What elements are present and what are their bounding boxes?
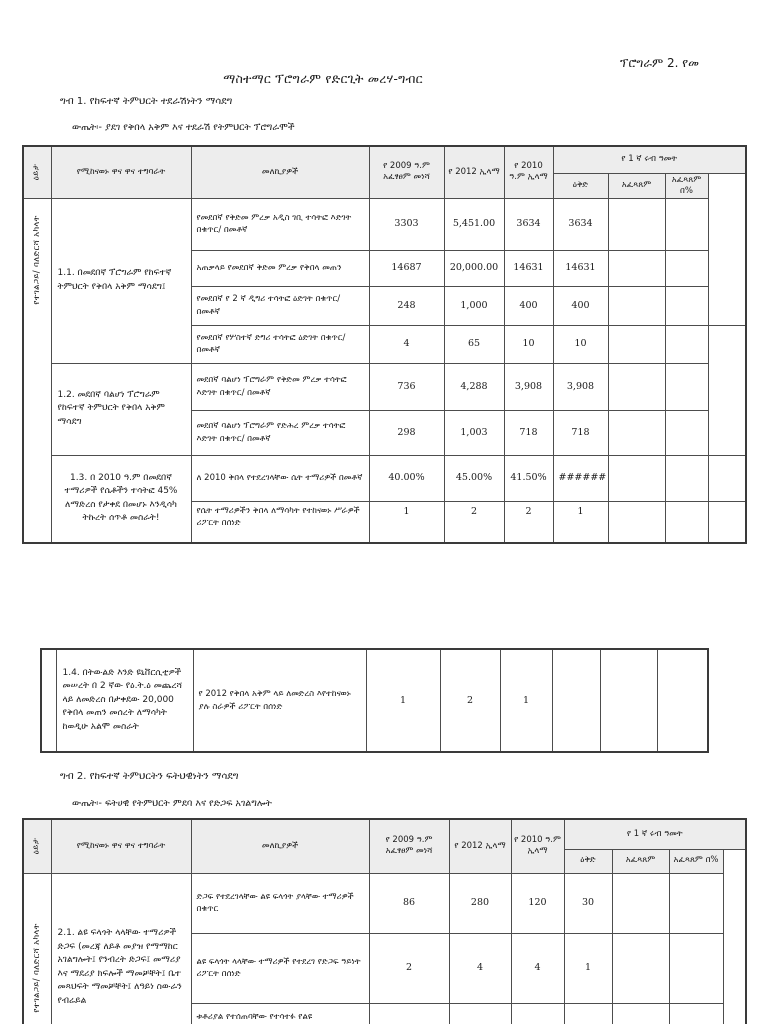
measure-cell: የመደበኛ የቅድመ ምረቃ አዲስ ገቢ ተሳትፎ እድገት በቁጥር/ በመቶኛ xyxy=(191,198,369,250)
value-cell: 1 xyxy=(553,501,608,543)
value-cell: 4 xyxy=(449,933,511,1003)
value-cell xyxy=(369,1003,449,1024)
value-cell: 1 xyxy=(564,933,612,1003)
measure-cell: የሴት ተማሪዎችን ቅበላ ለማሳካት የተከናወኑ ሥራዎች ሪፖርት በሰነድ xyxy=(191,501,369,543)
value-cell: 14631 xyxy=(504,250,553,286)
value-cell xyxy=(552,649,600,752)
value-cell: 736 xyxy=(369,363,444,410)
value-cell: 280 xyxy=(449,873,511,933)
col-header-measures: መለኪያዎች xyxy=(191,146,369,198)
value-cell xyxy=(665,363,708,410)
overflow-column-cell xyxy=(723,849,746,1024)
col-header-activities: የሚከናወኑ ዋና ዋና ተግባራት xyxy=(51,819,191,873)
overflow-column-cell xyxy=(708,325,746,455)
value-cell: 65 xyxy=(444,325,504,363)
measure-cell: አጠቃላይ የመደበኛ ቅድመ ምረቃ የቅበላ መጠን xyxy=(191,250,369,286)
page-header-right: ፕሮግራም 2. የመ xyxy=(620,56,699,70)
col-header-first-quarter: የ 1 ኛ ሩብ ዓመት xyxy=(553,146,746,173)
activity-1-3: 1.3. በ 2010 ዓ.ም በመደበኛ ተማሪዎች የሴቶችን ተሳትፎ 45% ለማድረስ የታቀደ በመሆኑ እንዲሳካ ትኩረት ሰጥቶ መስራት! xyxy=(51,455,191,543)
col-header-performance-pct: አፈጻጸም በ% xyxy=(669,849,723,873)
measure-cell: መደበኛ ባልሆነ ፕሮግራም የቅድመ ምረቃ ተሳትፎ እድገት በቁጥር/ በመቶኛ xyxy=(191,363,369,410)
value-cell: 41.50% xyxy=(504,455,553,501)
table-row xyxy=(23,363,746,410)
value-cell xyxy=(600,649,657,752)
value-cell: 1,003 xyxy=(444,410,504,455)
page-title: ማስተማር ፕሮግራም የድርጊት መረሃ-ግብር xyxy=(223,71,423,86)
value-cell: 1 xyxy=(369,501,444,543)
activity-2-1: 2.1. ልዩ ፍላጎት ላላቸው ተማሪዎች ድጋፍ (መረጃ ለይቶ መያዝ የማማከር አገልግሎት፤ የንብረት ድጋፍ፤ መማሪያ እና ማደሪያ ክፍሎች ማመቻቸት፤ ቤተ መጻህፍት ማመቻቸት፤ ለዓይነ ስውራን የብሬይል xyxy=(51,873,191,1024)
value-cell: 4 xyxy=(511,933,564,1003)
value-cell: 40.00% xyxy=(369,455,444,501)
value-cell: 14631 xyxy=(553,250,608,286)
value-cell xyxy=(657,649,708,752)
overflow-column-cell xyxy=(708,501,746,543)
value-cell xyxy=(665,455,708,501)
overflow-column-cell xyxy=(708,173,746,325)
col-header-measures: መለኪያዎች xyxy=(191,819,369,873)
value-cell xyxy=(511,1003,564,1024)
value-cell: 4,288 xyxy=(444,363,504,410)
measure-cell: ለ 2010 ቅበላ የተደረገላቸው ሴት ተማሪዎች በመቶኛ xyxy=(191,455,369,501)
col-header-2012-target: የ 2012 ኢላማ xyxy=(444,146,504,198)
col-header-performance: አፈጻጸም xyxy=(608,173,665,198)
value-cell: 2 xyxy=(504,501,553,543)
value-cell: 30 xyxy=(564,873,612,933)
value-cell: 2 xyxy=(440,649,500,752)
col-header-first-quarter: የ 1 ኛ ሩብ ዓመት xyxy=(564,819,746,849)
value-cell: 400 xyxy=(553,286,608,325)
col-header-plan: ዕቅድ xyxy=(553,173,608,198)
table-row xyxy=(23,873,746,933)
value-cell xyxy=(608,455,665,501)
table-header-row xyxy=(23,146,746,173)
measure-cell: የመደበኛ የሦስተኛ ድግሪ ተሳትፎ ዕድገት በቁጥር/በመቶኛ xyxy=(191,325,369,363)
table-row xyxy=(23,455,746,501)
value-cell: 14687 xyxy=(369,250,444,286)
value-cell: 3303 xyxy=(369,198,444,250)
value-cell xyxy=(665,286,708,325)
measure-cell: ድጋፍ የተደረገላቸው ልዩ ፍላጎት ያላቸው ተማሪዎች በቁጥር xyxy=(191,873,369,933)
overflow-column-cell xyxy=(708,455,746,501)
value-cell: 718 xyxy=(553,410,608,455)
value-cell xyxy=(665,501,708,543)
col-header-2012-target: የ 2012 ኢላማ xyxy=(449,819,511,873)
col-header-2009-baseline: የ 2009 ዓ.ም አፈፃፀም መነሻ xyxy=(369,819,449,873)
value-cell xyxy=(612,933,669,1003)
value-cell: 3634 xyxy=(553,198,608,250)
value-cell: 3,908 xyxy=(553,363,608,410)
value-cell xyxy=(669,1003,723,1024)
value-cell: ###### xyxy=(553,455,608,501)
value-cell: 3634 xyxy=(504,198,553,250)
table-row xyxy=(23,198,746,250)
value-cell: 3,908 xyxy=(504,363,553,410)
col-header-perspective: ዕይታ xyxy=(23,146,51,198)
value-cell: 2 xyxy=(444,501,504,543)
value-cell xyxy=(665,325,708,363)
goal1-action-plan-table xyxy=(22,145,747,544)
measure-cell: መደበኛ ባልሆነ ፕሮግራም የድሕረ ምረቃ ተሳትፎ እድገት በቁጥር/ በመቶኛ xyxy=(191,410,369,455)
value-cell xyxy=(608,198,665,250)
table-row xyxy=(41,649,708,752)
value-cell xyxy=(608,325,665,363)
measure-cell: የ 2012 የቅበላ አቅም ላይ ለመድረስ እየተከናወኑ ያሉ ስራዎች ሪፖርት በሰነድ xyxy=(193,649,366,752)
value-cell: 10 xyxy=(553,325,608,363)
measure-cell: ልዩ ፍላጎት ላላቸው ተማሪዎች የተደረገ የድጋፍ ዓይነት ሪፖርት በሰነድ xyxy=(191,933,369,1003)
value-cell: 86 xyxy=(369,873,449,933)
activity-1-4: 1.4. በትውልድ እንድ ዩኒቨርሲቲዎች መሠረት በ 2 ኛው የዕ.ት.ዕ መጨረሻ ላይ ለመድረስ በታቀደው 20,000 የቅበላ መጠን መሰረት ለማሳካት ከወዲሁ አልሞ መስራት xyxy=(56,649,193,752)
spacer-cell xyxy=(41,649,56,752)
col-header-2009-baseline: የ 2009 ዓ.ም አፈፃፀም መነሻ xyxy=(369,146,444,198)
goal1-continuation-table xyxy=(40,648,709,753)
table-header-row xyxy=(23,819,746,849)
outcome-2-text: ውጤት፡- ፍትሀዊ የትምህርት ምደባ እና የድጋፍ አገልግሎት xyxy=(72,798,272,809)
value-cell: 2 xyxy=(369,933,449,1003)
value-cell xyxy=(608,410,665,455)
col-header-activities: የሚከናወኑ ዋና ዋና ተግባራት xyxy=(51,146,191,198)
goal-2-heading: ግብ 2. የከፍተኛ ትምህርትን ፍትህዊነትን ማሳደግ xyxy=(60,771,239,782)
value-cell xyxy=(665,198,708,250)
value-cell: 120 xyxy=(511,873,564,933)
value-cell: 718 xyxy=(504,410,553,455)
goal-1-heading: ግብ 1. የከፍተኛ ትምህርት ተደራሽነትን ማሳደግ xyxy=(60,96,233,107)
value-cell xyxy=(669,873,723,933)
col-header-plan: ዕቅድ xyxy=(564,849,612,873)
value-cell xyxy=(665,410,708,455)
value-cell xyxy=(665,250,708,286)
value-cell: 5,451.00 xyxy=(444,198,504,250)
value-cell: 4 xyxy=(369,325,444,363)
col-header-performance-pct: አፈጻጸም በ% xyxy=(665,173,708,198)
value-cell: 10 xyxy=(504,325,553,363)
col-header-performance: አፈጻጸም xyxy=(612,849,669,873)
value-cell: 298 xyxy=(369,410,444,455)
col-header-2010-target: የ 2010 ዓ.ም ኢላማ xyxy=(511,819,564,873)
col-header-perspective: ዕይታ xyxy=(23,819,51,873)
value-cell xyxy=(608,501,665,543)
value-cell xyxy=(608,363,665,410)
value-cell xyxy=(608,250,665,286)
measure-cell: ቱቶሪያል የተሰጠባቸው የተሳተፉ የልዩ xyxy=(191,1003,369,1024)
activity-1-2: 1.2. መደበኛ ባልሆነ ፕሮግራም የከፍተኛ ትምህርት የቅበላ አቅም ማሳደግ xyxy=(51,363,191,455)
value-cell: 20,000.00 xyxy=(444,250,504,286)
outcome-1-text: ውጤት፡- ያደገ የቅበላ አቅም እና ተደራሽ የትምህርት ፕሮግራሞች xyxy=(72,122,295,133)
activity-1-1: 1.1. በመደበኛ ፕሮግራም የከፍተኛ ትምህርት የቅበላ አቅም ማሳደግ፤ xyxy=(51,198,191,363)
value-cell: 1 xyxy=(500,649,552,752)
measure-cell: የመደበኛ የ 2 ኛ ዲግሪ ተሳትፎ ዕድገት በቁጥር/በመቶኛ xyxy=(191,286,369,325)
value-cell xyxy=(449,1003,511,1024)
perspective-cell: የተገልጋይ/ ባለድርሻ አካላት xyxy=(23,873,51,1024)
col-header-2010-target: የ 2010 ዓ.ም ኢላማ xyxy=(504,146,553,198)
value-cell xyxy=(612,1003,669,1024)
value-cell xyxy=(564,1003,612,1024)
perspective-cell: የተገልጋይ/ ባለድርሻ አካላት xyxy=(23,198,51,543)
value-cell: 248 xyxy=(369,286,444,325)
value-cell: 1,000 xyxy=(444,286,504,325)
value-cell: 400 xyxy=(504,286,553,325)
value-cell xyxy=(669,933,723,1003)
value-cell xyxy=(608,286,665,325)
value-cell: 1 xyxy=(366,649,440,752)
goal2-action-plan-table xyxy=(22,818,747,1024)
value-cell: 45.00% xyxy=(444,455,504,501)
value-cell xyxy=(612,873,669,933)
